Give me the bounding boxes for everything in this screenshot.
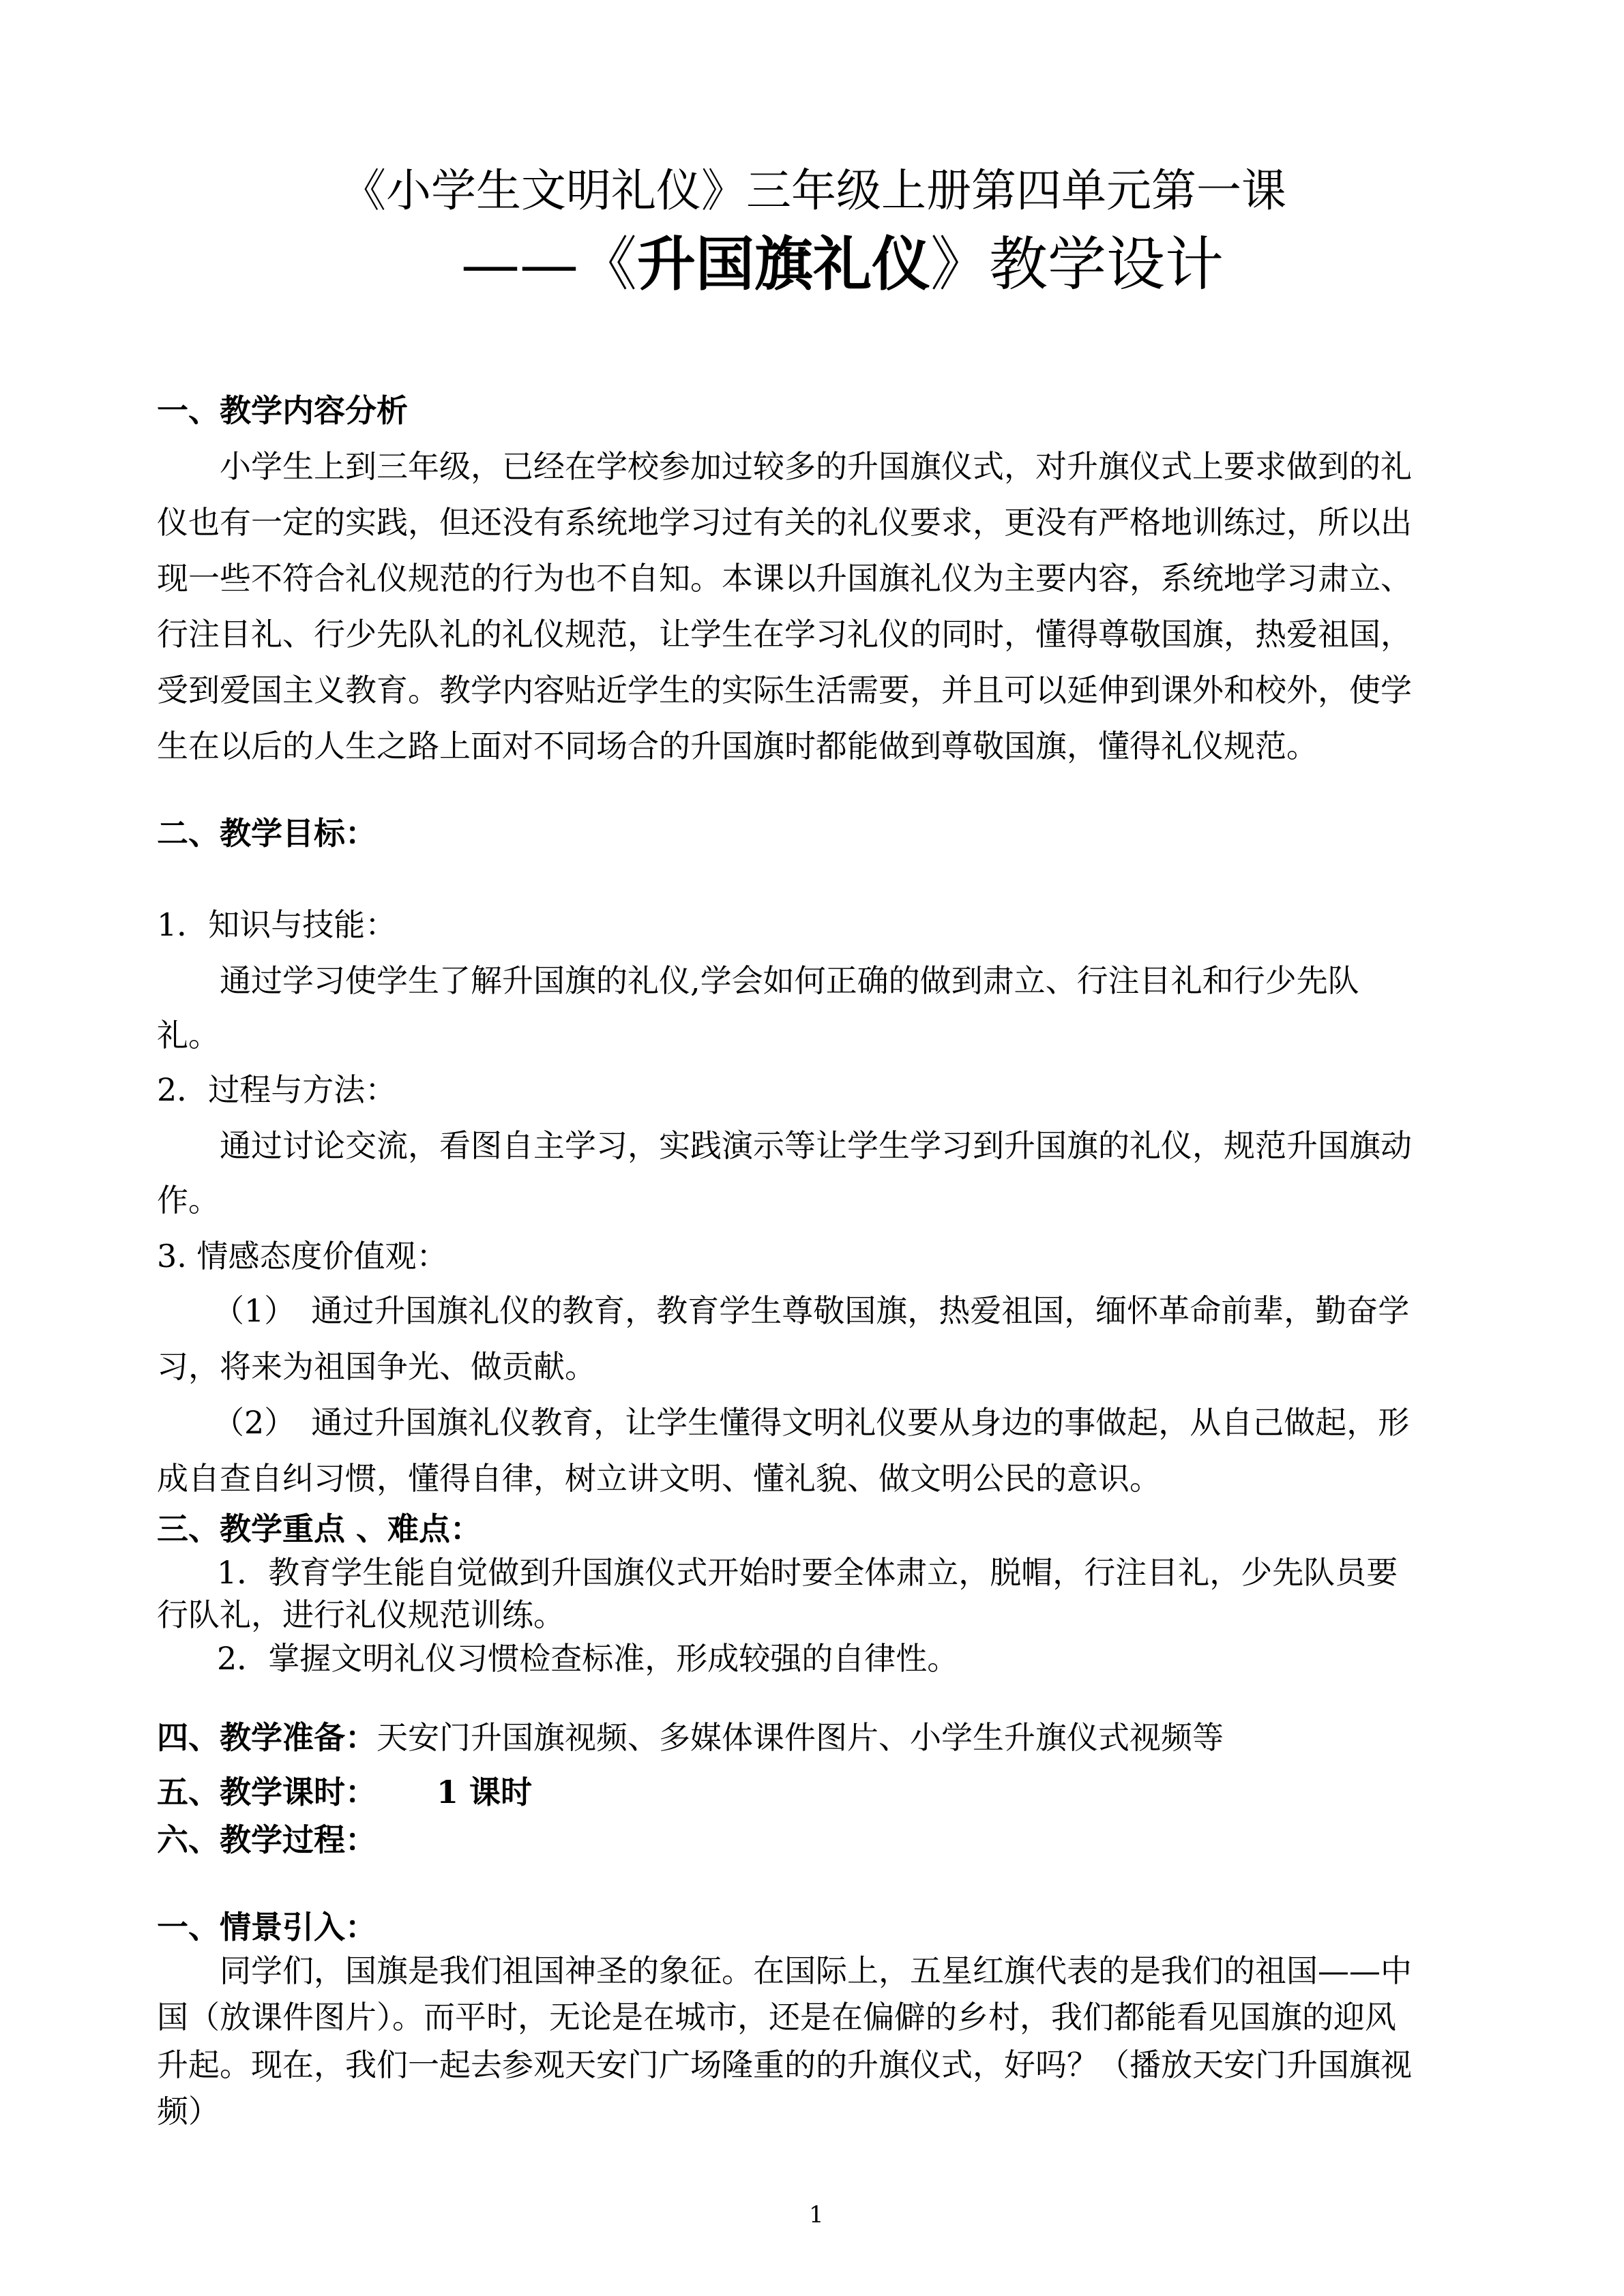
section-heading-preparation: 四、教学准备：天安门升国旗视频、多媒体课件图片、小学生升旗仪式视频等 [157,1719,1224,1756]
paragraph-line: 升起。现在，我们一起去参观天安门广场隆重的的升旗仪式，好吗？（播放天安门升国旗视 [157,2046,1412,2083]
paragraph-line: 小学生上到三年级，已经在学校参加过较多的升国旗仪式，对升旗仪式上要求做到的礼 [220,448,1412,485]
paragraph-line: 礼。 [157,1017,220,1054]
section-heading-objectives: 二、教学目标： [157,815,377,852]
paragraph-line: 仪也有一定的实践，但还没有系统地学习过有关的礼仪要求，更没有严格地训练过，所以出 [157,504,1412,541]
section-heading-content-analysis: 一、教学内容分析 [157,392,408,429]
objective-subheading: 3. 情感态度价值观： [157,1238,448,1274]
paragraph-line: （1） 通过升国旗礼仪的教育，教育学生尊敬国旗，热爱祖国，缅怀革命前辈，勤奋学 [213,1292,1410,1329]
section-heading-periods: 五、教学课时： [157,1774,377,1810]
section-heading-key-points: 三、教学重点 、难点： [157,1510,482,1547]
objective-subheading: 1．知识与技能： [157,906,397,943]
paragraph-line: 2．掌握文明礼仪习惯检查标准，形成较强的自律性。 [217,1640,959,1677]
section-heading-introduction: 一、情景引入： [157,1909,377,1945]
paragraph-line: 行队礼，进行礼仪规范训练。 [157,1596,565,1633]
paragraph-line: 受到爱国主义教育。教学内容贴近学生的实际生活需要，并且可以延伸到课外和校外，使学 [157,672,1412,709]
title-line-1: 《小学生文明礼仪》三年级上册第四单元第一课 [341,164,1286,217]
paragraph-line: 频） [157,2093,220,2130]
paragraph-line: 现一些不符合礼仪规范的行为也不自知。本课以升国旗礼仪为主要内容，系统地学习肃立、 [157,560,1412,597]
paragraph-line: 1．教育学生能自觉做到升国旗仪式开始时要全体肃立，脱帽，行注目礼，少先队员要 [217,1554,1398,1591]
paragraph-line: 生在以后的人生之路上面对不同场合的升国旗时都能做到尊敬国旗，懂得礼仪规范。 [157,728,1318,764]
section-heading-process: 六、教学过程： [157,1821,377,1858]
paragraph-line: 作。 [157,1182,220,1219]
period-count: 1 课时 [437,1774,533,1810]
paragraph-line: 同学们，国旗是我们祖国神圣的象征。在国际上，五星红旗代表的是我们的祖国——中 [220,1952,1412,1989]
objective-subheading: 2．过程与方法： [157,1071,397,1108]
paragraph-line: 习，将来为祖国争光、做贡献。 [157,1348,596,1385]
paragraph-line: 通过学习使学生了解升国旗的礼仪,学会如何正确的做到肃立、行注目礼和行少先队 [220,962,1359,999]
paragraph-line: （2） 通过升国旗礼仪教育，让学生懂得文明礼仪要从身边的事做起，从自己做起，形 [213,1404,1410,1441]
paragraph-line: 国（放课件图片）。而平时，无论是在城市，还是在偏僻的乡村，我们都能看见国旗的迎风 [157,1999,1396,2036]
paragraph-line: 成自查自纠习惯，懂得自律，树立讲文明、懂礼貌、做文明公民的意识。 [157,1460,1161,1497]
paragraph-line: 通过讨论交流，看图自主学习，实践演示等让学生学习到升国旗的礼仪，规范升国旗动 [220,1127,1412,1164]
page-number: 1 [809,2201,824,2228]
title-line-2: ——《升国旗礼仪》教学设计 [461,230,1224,299]
paragraph-line: 行注目礼、行少先队礼的礼仪规范，让学生在学习礼仪的同时，懂得尊敬国旗，热爱祖国， [157,616,1412,653]
